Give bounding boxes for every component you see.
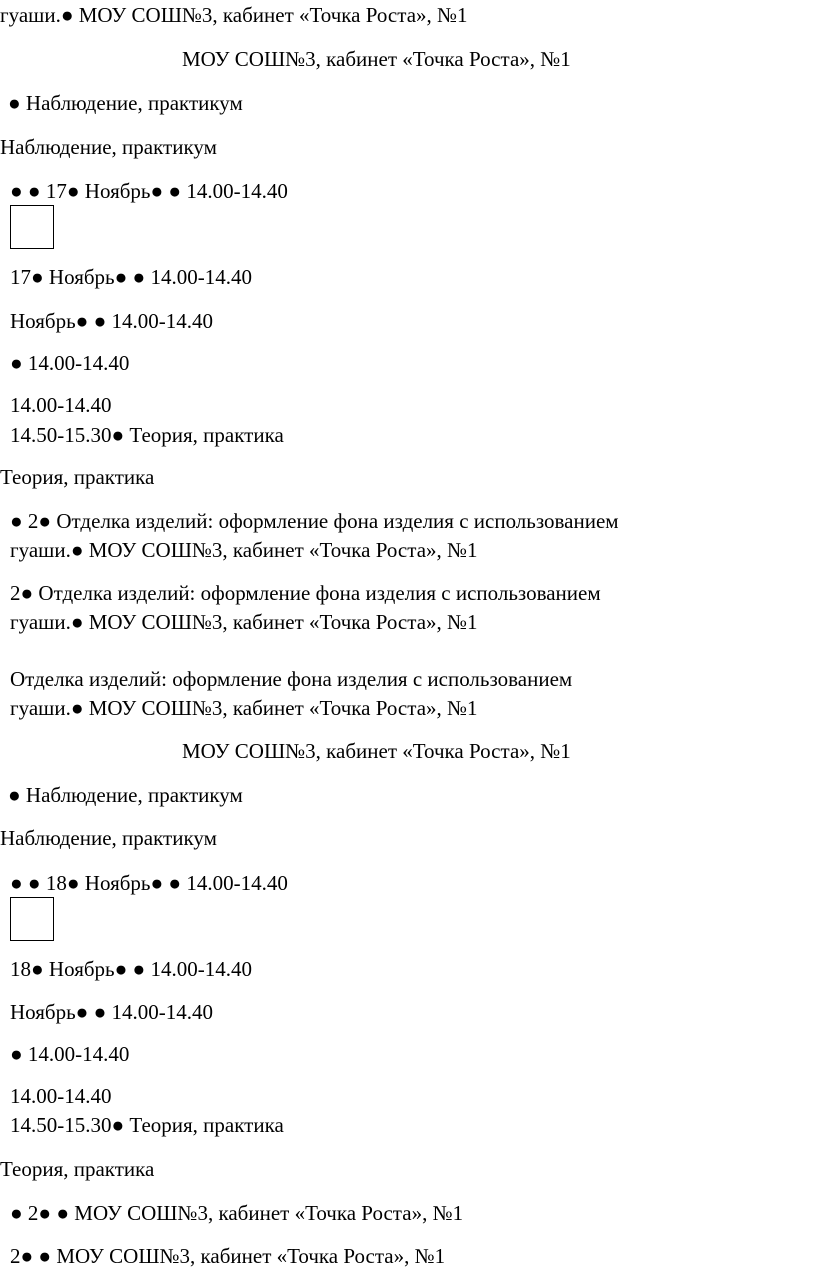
text-line: ● Наблюдение, практикум [8,91,243,115]
text-line: 2● Отделка изделий: оформление фона изделия с использованием [10,581,601,605]
text-line: ● 14.00-14.40 [10,1042,130,1066]
text-line: гуаши.● МОУ СОШ№3, кабинет «Точка Роста», №1 [10,538,478,562]
text-line: 14.00-14.40 [10,1084,112,1108]
text-line: Наблюдение, практикум [0,826,217,850]
empty-box [10,205,54,249]
text-line: 14.00-14.40 [10,393,112,417]
text-line: 2● ● МОУ СОШ№3, кабинет «Точка Роста», №1 [10,1244,446,1268]
text-line: Наблюдение, практикум [0,135,217,159]
text-line: МОУ СОШ№3, кабинет «Точка Роста», №1 [182,47,571,71]
text-line: Ноябрь● ● 14.00-14.40 [10,1000,214,1024]
text-line: ● ● 17● Ноябрь● ● 14.00-14.40 [10,179,288,203]
text-line: ● Наблюдение, практикум [8,783,243,807]
text-line: Отделка изделий: оформление фона изделия с использованием [10,667,573,691]
text-line: Теория, практика [0,465,155,489]
text-line: гуаши.● МОУ СОШ№3, кабинет «Точка Роста», №1 [10,610,478,634]
text-line: 17● Ноябрь● ● 14.00-14.40 [10,265,252,289]
text-line: 14.50-15.30● Теория, практика [10,1113,284,1137]
text-line: Теория, практика [0,1157,155,1181]
text-line: ● ● 18● Ноябрь● ● 14.00-14.40 [10,871,288,895]
text-line: МОУ СОШ№3, кабинет «Точка Роста», №1 [182,739,571,763]
text-line: ● 2● ● МОУ СОШ№3, кабинет «Точка Роста», №1 [10,1201,464,1225]
text-line: 18● Ноябрь● ● 14.00-14.40 [10,957,252,981]
text-line: гуаши.● МОУ СОШ№3, кабинет «Точка Роста», №1 [0,3,468,27]
text-line: 14.50-15.30● Теория, практика [10,423,284,447]
text-line: Ноябрь● ● 14.00-14.40 [10,309,214,333]
empty-box [10,897,54,941]
text-line: ● 14.00-14.40 [10,351,130,375]
text-line: гуаши.● МОУ СОШ№3, кабинет «Точка Роста», №1 [10,696,478,720]
text-line: ● 2● Отделка изделий: оформление фона изделия с использованием [10,509,619,533]
